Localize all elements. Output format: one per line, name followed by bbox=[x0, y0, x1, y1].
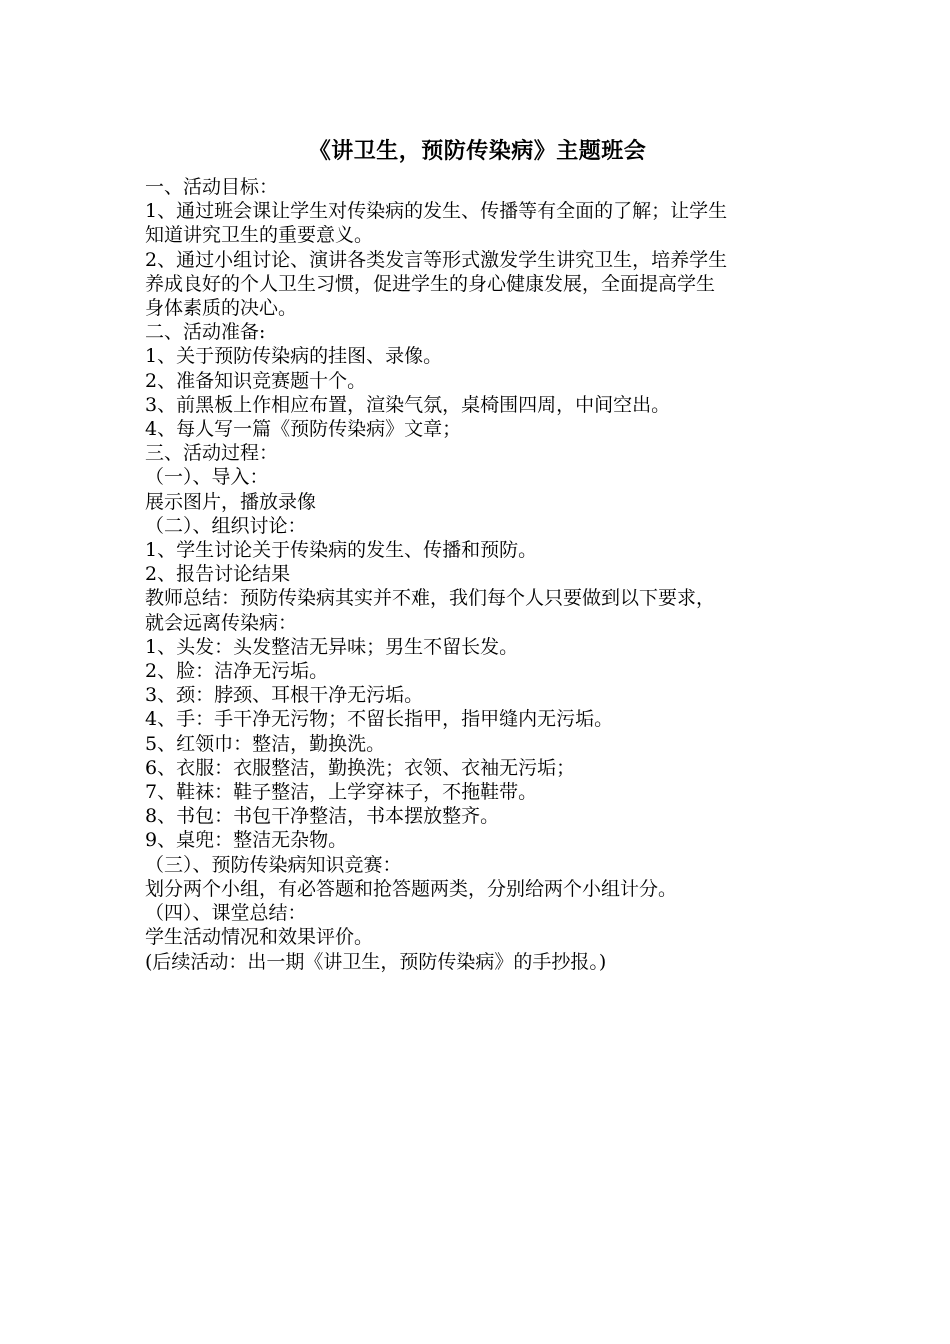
hygiene-item: 7、鞋袜：鞋子整洁，上学穿袜子，不拖鞋带。 bbox=[145, 781, 538, 804]
goal-2-line-1: 2、通过小组讨论、演讲各类发言等形式激发学生讲究卫生，培养学生 bbox=[145, 248, 728, 271]
goal-2-line-2: 养成良好的个人卫生习惯，促进学生的身心健康发展，全面提高学生 bbox=[145, 272, 716, 295]
hygiene-item: 4、手：手干净无污物；不留长指甲，指甲缝内无污垢。 bbox=[145, 708, 614, 731]
hygiene-item: 1、头发：头发整洁无异味；男生不留长发。 bbox=[145, 635, 519, 658]
hygiene-item: 9、桌兜：整洁无杂物。 bbox=[145, 829, 348, 852]
subsection-heading-quiz: （三）、预防传染病知识竞赛： bbox=[145, 853, 402, 876]
teacher-summary-line-1: 教师总结：预防传染病其实并不难，我们每个人只要做到以下要求， bbox=[145, 587, 716, 610]
subsection-heading-intro: （一）、导入： bbox=[145, 466, 269, 489]
goal-2-line-3: 身体素质的决心。 bbox=[145, 297, 298, 320]
follow-up-activity: (后续活动：出一期《讲卫生，预防传染病》的手抄报。) bbox=[145, 950, 607, 973]
goal-1-line-1: 1、通过班会课让学生对传染病的发生、传播等有全面的了解；让学生 bbox=[145, 200, 728, 223]
discussion-item: 2、报告讨论结果 bbox=[145, 563, 291, 586]
subsection-heading-discussion: （二）、组织讨论： bbox=[145, 514, 307, 537]
goal-1-line-2: 知道讲究卫生的重要意义。 bbox=[145, 224, 374, 247]
preparation-item: 2、准备知识竞赛题十个。 bbox=[145, 369, 367, 392]
section-heading-preparation: 二、活动准备: bbox=[145, 321, 266, 344]
intro-text: 展示图片，播放录像 bbox=[145, 490, 317, 513]
section-heading-goals: 一、活动目标： bbox=[145, 176, 279, 198]
discussion-item: 1、学生讨论关于传染病的发生、传播和预防。 bbox=[145, 539, 538, 562]
hygiene-item: 3、颈：脖颈、耳根干净无污垢。 bbox=[145, 684, 424, 707]
hygiene-item: 6、衣服：衣服整洁，勤换洗；衣领、衣袖无污垢； bbox=[145, 756, 576, 779]
document-body bbox=[145, 175, 810, 974]
hygiene-item: 8、书包：书包干净整洁，书本摆放整齐。 bbox=[145, 805, 500, 828]
preparation-item: 4、每人写一篇《预防传染病》文章； bbox=[145, 418, 462, 441]
teacher-summary-line-2: 就会远离传染病： bbox=[145, 611, 298, 634]
subsection-heading-summary: （四）、课堂总结： bbox=[145, 902, 307, 925]
summary-text: 学生活动情况和效果评价。 bbox=[145, 926, 374, 949]
document-title: 《讲卫生，预防传染病》主题班会 bbox=[308, 138, 647, 164]
preparation-item: 1、关于预防传染病的挂图、录像。 bbox=[145, 345, 443, 368]
document-page bbox=[145, 135, 810, 974]
hygiene-item: 2、脸：洁净无污垢。 bbox=[145, 660, 329, 683]
preparation-item: 3、前黑板上作相应布置，渲染气氛，桌椅围四周，中间空出。 bbox=[145, 393, 671, 416]
section-heading-process: 三、活动过程： bbox=[145, 442, 279, 465]
quiz-text: 划分两个小组，有必答题和抢答题两类，分别给两个小组计分。 bbox=[145, 877, 678, 900]
hygiene-item: 5、红领巾：整洁，勤换洗。 bbox=[145, 732, 386, 755]
